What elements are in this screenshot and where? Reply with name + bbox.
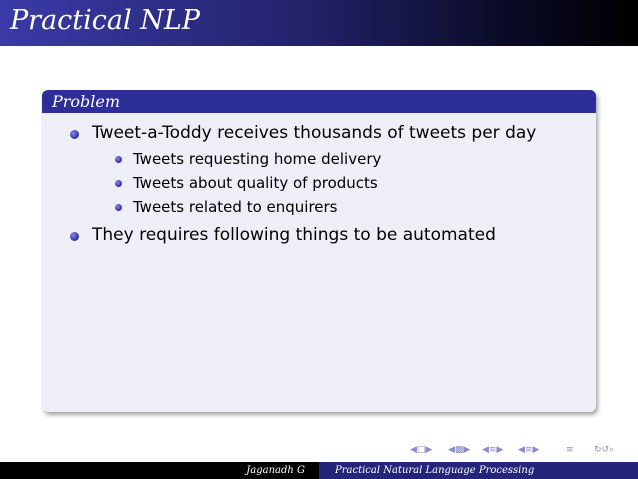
bullet-icon — [115, 180, 122, 187]
footer-author: Jaganadh G — [246, 465, 305, 476]
block-title: Problem — [52, 92, 121, 111]
nav-next-frame-icon[interactable]: ◀▩▶ — [448, 445, 471, 455]
title-bar — [0, 0, 638, 46]
problem-block — [42, 90, 596, 412]
nav-subsection-icon[interactable]: ◀≡▶ — [518, 445, 540, 455]
list-item: Tweet-a-Toddy receives thousands of tweets per day — [92, 123, 537, 143]
block-header — [42, 90, 596, 113]
list-item: They requires following things to be automated — [92, 225, 496, 245]
footer-title: Practical Natural Language Processing — [335, 465, 535, 476]
slide-title: Practical NLP — [10, 5, 200, 36]
bullet-icon — [70, 130, 79, 139]
sub-list-item: Tweets related to enquirers — [133, 198, 338, 216]
bullet-icon — [115, 204, 122, 211]
nav-search-icon[interactable]: ↻↺⌕ — [594, 445, 615, 455]
nav-prev-frame-icon[interactable]: ◀□▶ — [410, 445, 433, 455]
sub-list-item: Tweets about quality of products — [133, 174, 378, 192]
footer — [0, 462, 638, 479]
bullet-icon — [70, 232, 79, 241]
sub-list-item: Tweets requesting home delivery — [133, 150, 382, 168]
nav-section-icon[interactable]: ◀≡▶ — [482, 445, 504, 455]
footer-author-panel — [0, 462, 319, 479]
nav-align-icon[interactable]: ≡ — [566, 445, 574, 455]
bullet-icon — [115, 156, 122, 163]
footer-title-panel — [319, 462, 638, 479]
